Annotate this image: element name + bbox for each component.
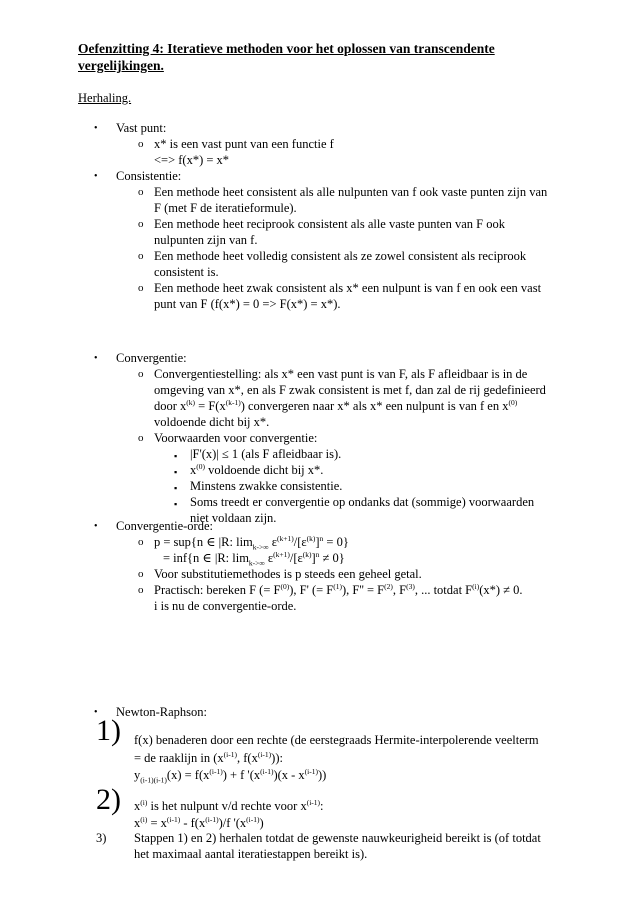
convergence-conditions-label: Voorwaarden voor convergentie: [154,431,318,445]
square-bullet: ▪ [174,483,178,493]
newton-step-2-formula: $x^{(i)} = x^{(i-1)} - f(x^{(i-1)})/f$ '$(x^{(i-1)})$ [134,814,264,830]
sub-bullet: o [138,282,144,294]
convergence-theorem-line-1: Convergentiestelling: als x* een vast punt is van F, als F afleidbaar is in de [154,367,528,381]
condition-derivative: |F'(x)| ≤ 1 (als F afleidbaar is). [190,447,342,461]
sub-bullet: o [138,584,144,596]
consistency-item-4-cont: punt van F (f(x*) = 0 => F(x*) = x*). [154,297,341,311]
fixed-point-label: Vast punt: [116,121,167,135]
consistency-item-1: Een methode heet consistent als alle nulpunten van f ook vaste punten zijn van [154,185,548,199]
convergence-theorem-line-4: voldoende dicht bij x*. [154,415,270,429]
square-bullet: ▪ [174,467,178,477]
consistency-item-4: Een methode heet zwak consistent als x* een nulpunt is van f en ook een vast [154,281,542,295]
consistency-item-3: Een methode heet volledig consistent als ze zowel consistent als reciprook [154,249,527,263]
fixed-point-equivalence: <=> f(x*) = x* [154,153,230,167]
document-title: Oefenzitting 4: Iteratieve methoden voor het oplossen van transcendente vergelijkingen. [78,41,495,73]
step-number-1: 1) [96,714,121,747]
newton-step-2-line-1: $x^{(i)}$ is het nulpunt v/d rechte voor $x^{(i-1)}$: [134,797,324,813]
consistency-label: Consistentie: [116,169,182,183]
convergence-label: Convergentie: [116,351,187,365]
step-number-2: 2) [96,783,121,816]
condition-remark-cont: niet voldaan zijn. [190,511,277,525]
square-bullet: ▪ [174,451,178,461]
sub-bullet: o [138,138,144,150]
newton-step-3-line-2: het maximaal aantal iteratiestappen bereikt is). [134,847,368,861]
sub-bullet: o [138,218,144,230]
convergence-order-label: Convergentie-orde: [116,519,213,533]
consistency-item-1-cont: F (met F de iteratieformule). [154,201,297,215]
order-substitution-note: Voor substitutiemethodes is p steeds een geheel getal. [154,567,422,581]
condition-start-value: $x^{(0)}$ voldoende dicht bij x*. [190,461,324,477]
newton-step-1-line-1: f(x) benaderen door een rechte (de eerstegraads Hermite-interpolerende veelterm [134,733,539,747]
convergence-theorem-line-2: omgeving van x*, en als F zwak consistent is met f, dan zal de rij gedefinieerd [154,383,546,397]
order-formula-inf: = inf{n ∈ |R: $\lim_{k->\infty} \varepsilon^{(k+1)}/[\varepsilon^{(k)}]^n \ne 0$} [163,549,345,568]
condition-remark: Soms treedt er convergentie op ondanks dat (sommige) voorwaarden [190,495,535,509]
sub-bullet: o [138,568,144,580]
newton-step-1-line-2: = de raaklijn in ($x^{(i-1)}$, $f(x^{(i-1)})$): [134,749,283,765]
sub-bullet: o [138,368,144,380]
square-bullet: ▪ [174,499,178,509]
order-practical-cont: i is nu de convergentie-orde. [154,599,297,613]
bullet: • [94,521,98,532]
step-number-3: 3) [96,831,107,845]
consistency-item-3-cont: consistent is. [154,265,219,279]
order-practical: Practisch: bereken F (= $F^{(0)}$), F' (= $F^{(1)}$), $F'' = F^{(2)}$, $F^{(3)}$, ... totdat $F^{(i)}(x*) \ne 0$. [154,581,523,597]
sub-bullet: o [138,186,144,198]
newton-raphson-label: Newton-Raphson: [116,705,207,719]
consistency-item-2: Een methode heet reciprook consistent als alle vaste punten van F ook [154,217,505,231]
bullet: • [94,171,98,182]
condition-consistency: Minstens zwakke consistentie. [190,479,343,493]
bullet: • [94,707,98,718]
consistency-item-2-cont: nulpunten zijn van f. [154,233,258,247]
order-formula-sup: p = sup{n ∈ |R: $\lim_{k->\infty} \varepsilon^{(k+1)}/[\varepsilon^{(k)}]^n = 0$} [154,533,349,552]
convergence-theorem-line-3: door $x^{(k)} = F(x^{(k-1)})$ convergeren naar x* als x* een nulpunt is van f en $x^{(0)}$ [154,397,518,413]
fixed-point-definition: x* is een vast punt van een functie f [154,137,334,151]
newton-step-3-line-1: Stappen 1) en 2) herhalen totdat de gewenste nauwkeurigheid bereikt is (of totdat [134,831,541,845]
sub-bullet: o [138,536,144,548]
newton-step-1-formula: $y_{(i-1)(i-1)}(x) = f(x^{(i-1)}) + f$ '$(x^{(i-1)})(x - x^{(i-1)})$) [134,766,327,785]
bullet: • [94,353,98,364]
sub-bullet: o [138,432,144,444]
sub-bullet: o [138,250,144,262]
section-heading-recap: Herhaling. [78,91,132,105]
bullet: • [94,123,98,134]
